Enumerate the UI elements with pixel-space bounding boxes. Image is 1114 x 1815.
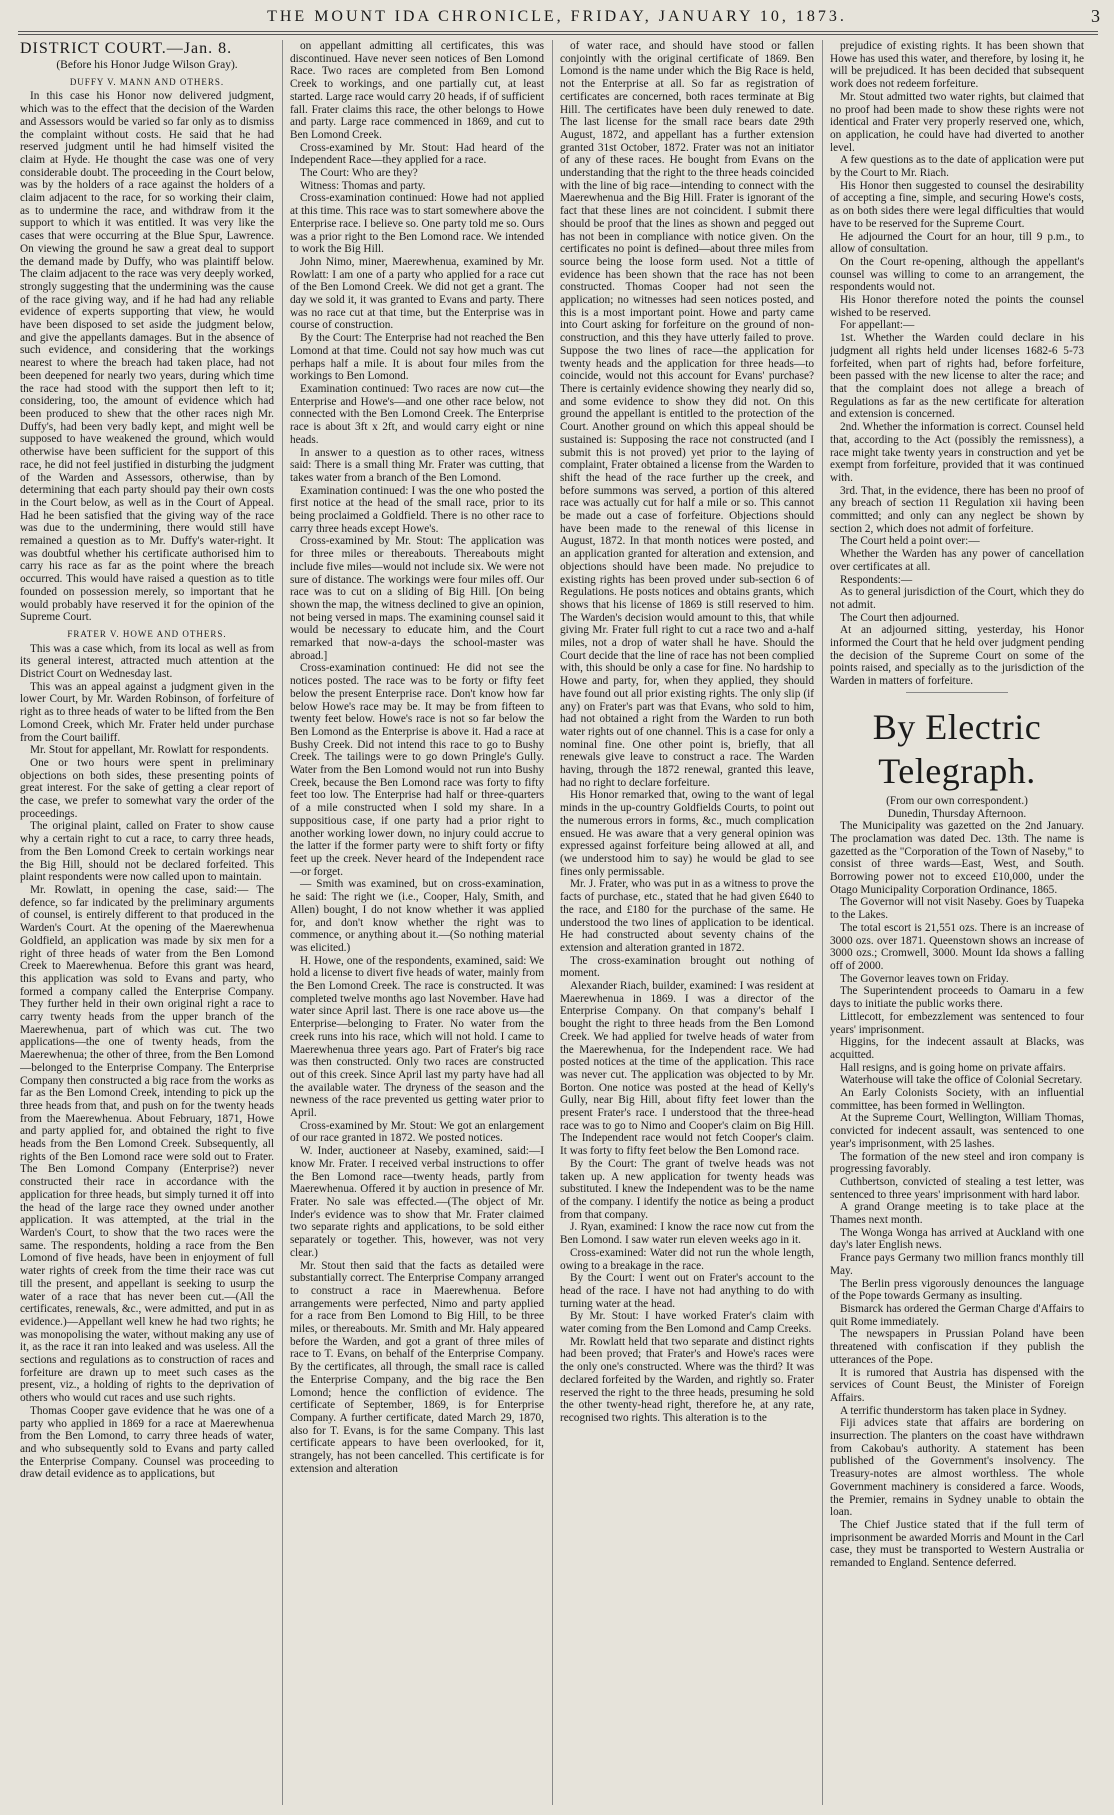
column4-body — [830, 40, 1084, 688]
paragraph: His Honor therefore noted the points the counsel wished to be reserved. — [830, 294, 1084, 319]
running-head: THE MOUNT IDA CHRONICLE, FRIDAY, JANUARY 10, 1873. — [267, 8, 847, 25]
case2-title: FRATER V. HOWE AND OTHERS. — [67, 628, 227, 639]
paragraph: An Early Colonists Society, with an influential committee, has been formed in Wellington. — [830, 1087, 1084, 1112]
paragraph: Respondents:— — [840, 573, 913, 586]
paragraph: This was a case which, from its local as well as from its general interest, attracted much attention at the District Court on Wednesday last. — [20, 642, 274, 681]
paragraph: A grand Orange meeting is to take place at the Thames next month. — [830, 1201, 1084, 1227]
paragraph: Whether the Warden has any power of cancellation over certificates at all. — [830, 548, 1084, 573]
telegraph-items — [830, 820, 1084, 1569]
column-divider — [282, 40, 283, 1805]
paragraph: Hall resigns, and is going home on private affairs. — [840, 1061, 1066, 1074]
paragraph: Mr. Stout admitted two water rights, but claimed that no proof had been made to show these rights were not identical and Frater very properly reserved one, which, on application, he could have had diverted to another level. — [830, 90, 1084, 154]
section-rule — [906, 692, 1008, 693]
paragraph: Cross-examined by Mr. Stout: Had heard of the Independent Race—they applied for a race. — [290, 141, 544, 167]
paragraph: Fiji advices state that affairs are bordering on insurrection. The planters on the coast have withdrawn from Cakobau's authority. A statement has been published of the Government's insolvency. The Treasury-notes are almost worthless. The whole Government machinery is considered a farce. Woods, the Premier, remains in Sydney unable to obtain the loan. — [830, 1417, 1084, 1519]
paragraph: A terrific thunderstorm has taken place in Sydney. — [840, 1404, 1067, 1417]
paragraph: Cross-examination continued: He did not see the notices posted. The race was to be forty or fifty feet below the present Enterprise race. Don't know how far below Howe's race may be. It may be from fifteen to twenty feet below. Howe's race is not so far below the Ben Lomond as the Enterprise is above it. Had a race at Bushy Creek. Did not intend this race to go to Bushy Creek. The tailings were to go down Pringle's Gully. Water from the Ben Lomond would not run into Bushy Creek, because the Ben Lomond race was forty to fifty feet too low. The Enterprise had half or three-quarters of a mile constructed when I sold my share. In a suppositious case, if one party had a prior right to another working lower down, no injury could accrue to the latter if the former party were to shift forty or fifty feet up the creek. Never heard of the Independent race —or forget. — [290, 662, 544, 878]
paragraph: Witness: Thomas and party. — [300, 179, 426, 192]
paragraph: prejudice of existing rights. It has been shown that Howe has used this water, and therefore, by losing it, he will be prejudiced. It has been decided that subsequent work does not redeem forfeiture. — [830, 40, 1084, 91]
paragraph: The Governor leaves town on Friday. — [840, 972, 1009, 985]
telegraph-dateline: Dunedin, Thursday Afternoon. — [887, 807, 1027, 820]
paragraph: J. Ryan, examined: I know the race now cut from the Ben Lomond. I saw water run eleven weeks ago in it. — [560, 1221, 814, 1247]
masthead-rule-lower — [18, 34, 1098, 35]
paragraph: By the Court: The grant of twelve heads was not taken up. A new application for twenty heads was substituted. I knew the Independent was to be the name of the company. I identify the notice as being a product from that company. — [560, 1157, 814, 1221]
paragraph: By the Court: The Enterprise had not reached the Ben Lomond at that time. Could not say how much was cut perhaps half a mile. It is about four miles from the workings to Ben Lomond. — [290, 332, 544, 383]
paragraph: He adjourned the Court for an hour, till 9 p.m., to allow of consultation. — [830, 230, 1084, 256]
column-4 — [830, 40, 1084, 1805]
paragraph: 1st. Whether the Warden could declare in his judgment all rights held under licenses 1682-6 5-73 forfeited, when part of rights had, before forfeiture, been passed with the new license to alter the race; and that the complaint does not allege a breach of Regulations as far as the new certificate for alteration and extension is concerned. — [830, 332, 1084, 421]
paragraph: The Court held a point over:— — [840, 535, 980, 548]
paragraph: The Superintendent proceeds to Oamaru in a few days to initiate the public works there. — [830, 985, 1084, 1011]
case2-body — [20, 643, 274, 1481]
column-divider — [822, 40, 823, 1805]
paragraph: Bismarck has ordered the German Charge d'Affairs to quit Rome immediately. — [830, 1302, 1084, 1328]
paragraph: H. Howe, one of the respondents, examined, said: We hold a license to divert five heads of water, mainly from the Ben Lomond Creek. The race is constructed. It was completed twelve months ago last November. Have had water since April last. There is one race above us—the Enterprise—belonging to Frater. No water from the creek runs into his race, which will not hold. I came to Maerewhenua three years ago. Part of Frater's big race was then constructed. Only two races are constructed out of this creek. Since April last my party have had all the available water. The dryness of the season and the newness of the race prevented us getting water prior to April. — [290, 954, 544, 1120]
column2-body — [290, 40, 544, 1475]
paragraph: W. Inder, auctioneer at Naseby, examined, said:—I know Mr. Frater. I received verbal instructions to offer the Ben Lomond race—twenty heads, partly from Maerewhenua. Offered it by auction in presence of Mr. Frater. No sale was effected.—(The object of Mr. Inder's evidence was to show that Mr. Frater claimed two separate rights and applications, to be sold either separately or together. This, however, was not very clear.) — [290, 1145, 544, 1259]
paragraph: Mr. Rowlatt held that two separate and distinct rights had been proved; that Frater's and Howe's races were the only one's constructed. Where was the third? It was declared forfeited by the Warden, and rightly so. Frater reserved the right to the three heads, presuming he sold the other twenty-head right, therefore he, at any rate, recognised two rights. This alteration is to the — [560, 1335, 814, 1424]
paragraph: Mr. Stout for appellant, Mr. Rowlatt for respondents. — [30, 744, 269, 757]
paragraph: This was an appeal against a judgment given in the lower Court, by Mr. Warden Robinson, of forfeiture of right as to three heads of water to be lifted from the Ben Lomond Creek, which Mr. Frater held under purchase from the Court bailiff. — [20, 680, 274, 744]
paragraph: — Smith was examined, but on cross-examination, he said: The right we (i.e., Cooper, Haly, Smith, and Allen) bought, I do not know whether it was applied for, and don't know whether the right was to commence, or anything about it.—(So nothing material was elicited.) — [290, 878, 544, 954]
paragraph: The Governor will not visit Naseby. Goes by Tuapeka to the Lakes. — [830, 896, 1084, 922]
paragraph: The newspapers in Prussian Poland have been threatened with confiscation if they publish the utterances of the Pope. — [830, 1328, 1084, 1366]
paragraph: The Chief Justice stated that if the full term of imprisonment be awarded Morris and Mount in the Carl case, they must be transported to Western Australia or remanded to England. Sentence deferred. — [830, 1518, 1084, 1570]
paragraph: Cross-examined: Water did not run the whole length, owing to a breakage in the race. — [560, 1246, 814, 1272]
paragraph: The original plaint, called on Frater to show cause why a certain right to cut a race, to carry three heads, from the Ben Lomond Creek to certain workings near the Big Hill, should not be declared forfeited. This plaint respondents were now called upon to maintain. — [20, 820, 274, 884]
paragraph: Alexander Riach, builder, examined: I was resident at Maerewhenua in 1869. I was a director of the Enterprise Company. On that company's behalf I bought the right to three heads from the Ben Lomond Creek. We had applied for twelve heads of water from the Maerewhenua, for the Independent race. We had posted notices at the time of the application. This race was never cut. The application was objected to by Mr. Borton. One notice was posted at the head of Kelly's Gully, near Big Hill, about fifty feet lower than the present Frater's race. I understood that the three-head race was to go to Nimo and Cooper's claim on Big Hill. The Independent race would not fetch Cooper's claim. It was forty to fifty feet below the Ben Lomond race. — [560, 980, 814, 1158]
paragraph: Examination continued: Two races are now cut—the Enterprise and Howe's—and one other race below, not connected with the Ben Lomond Creek. The Enterprise race is about 3ft x 2ft, and would carry eight or nine heads. — [290, 382, 544, 446]
paragraph: Mr. J. Frater, who was put in as a witness to prove the facts of purchase, etc., stated that he had given £640 to the race, and £180 for the purchase of the same. He understood the two lines of application to be identical. He had constructed about seventy chains of the extension and alteration granted in 1872. — [560, 878, 814, 954]
telegraph-heading: By Electric Telegraph. — [872, 706, 1042, 791]
paragraph: The Court then adjourned. — [840, 611, 960, 624]
paragraph: For appellant:— — [840, 319, 915, 332]
paragraph: In answer to a question as to other races, witness said: There is a small thing Mr. Frater was cutting, that takes water from a branch of the Ben Lomond. — [290, 446, 544, 484]
paragraph: Examination continued: I was the one who posted the first notice at the head of the small race, prior to its being proclaimed a Goldfield. There is no other race to carry three heads except Howe's. — [290, 484, 544, 535]
paragraph: The Berlin press vigorously denounces the language of the Pope towards Germany as insulting. — [830, 1277, 1084, 1303]
paragraph: Cross-examined by Mr. Stout: We got an enlargement of our race granted in 1872. We posted notices. — [290, 1119, 544, 1145]
paragraph: By the Court: I went out on Frater's account to the head of the race. I have not had anything to do with turning water at the head. — [560, 1272, 814, 1310]
masthead — [0, 6, 1114, 30]
paragraph: In this case his Honor now delivered judgment, which was to the effect that the decision of the Warden and Assessors would be varied so far only as to dismiss the complaint without costs. He said that he had reserved judgment until he had himself visited the claim at Hyde. He thought the case was one of very considerable doubt. The proceeding in the Court below, was by the holders of a race against the holders of a claim adjacent to the race, for so working their claim, as to undermine the race, and withdraw from it the support to which it was entitled. It was very like the cases that were occurring at the Blue Spur, Lawrence. On viewing the ground he saw a great deal to support the demand made by Duffy, who was plaintiff below. The claim adjacent to the race was very deeply worked, strongly suggesting that the undermining was the cause of the race giving way, and if he had had any reliable evidence of experts supporting that view, he would have been disposed to set aside the judgment below, and give the appellants damages. But in the absence of such evidence, and considering that the workings nearest to where the breach had taken place, had not been deepened for nearly two years, during which time the race had stood with the support then left to it; considering, too, the amount of evidence which had been produced to shew that the other races nigh Mr. Duffy's, had been very badly kept, and might well be supposed to have weakened the ground, which would otherwise have been sufficient for the support of this race, he did not feel justified in disturbing the judgment of the Warden and Assessors, otherwise, than by determining that each party should pay their own costs in the Court below, as well as in the Court of Appeal. Had he been satisfied that the giving way of the race was due to the undermining, there would still have remained a question as to Mr. Duffy's water-right. It was doubtful whether his certificate authorised him to carry his race as far as the point where the breach occurred. This would have raised a question as to title founded on possession merely, so important that he would probably have reserved it for the opinion of the Supreme Court. — [20, 90, 274, 624]
case1-body — [20, 90, 274, 624]
paragraph: Thomas Cooper gave evidence that he was one of a party who applied in 1869 for a race at Maerewhenua from the Ben Lomond, to carry three heads of water, and who subsequently sold to Evans and party called the Enterprise Company. Counsel was proceeding to draw detail evidence as to applications, but — [20, 1404, 274, 1481]
paragraph: France pays Germany two million francs monthly till May. — [830, 1252, 1084, 1277]
case1-title: DUFFY V. MANN AND OTHERS. — [69, 76, 225, 87]
paragraph: 2nd. Whether the information is correct. Counsel held that, according to the Act (possibly the remissness), a race might take twenty years in construction and yet be exempt from forfeiture, provided that it was continued with. — [830, 421, 1084, 484]
column-divider — [552, 40, 553, 1805]
court-heading: DISTRICT COURT.—Jan. 8. — [20, 40, 233, 57]
paragraph: At the Supreme Court, Wellington, William Thomas, convicted for indecent assault, was sentenced to one year's imprisonment, with 25 lashes. — [830, 1112, 1084, 1150]
column-2 — [290, 40, 544, 1805]
paragraph: The formation of the new steel and iron company is progressing favorably. — [830, 1150, 1084, 1176]
paragraph: Higgins, for the indecent assault at Blacks, was acquitted. — [830, 1036, 1084, 1061]
paragraph: By Mr. Stout: I have worked Frater's claim with water coming from the Ben Lomond and Camp Creeks. — [560, 1310, 814, 1336]
paragraph: The total escort is 21,551 ozs. There is an increase of 3000 ozs. over 1871. Queenstown shows an increase of 3000 ozs.; Cromwell, 3000. Mount Ida shows a falling off of 2000. — [830, 921, 1084, 972]
paragraph: The Municipality was gazetted on the 2nd January. The proclamation was dated Dec. 13th. The name is gazetted as the "Corporation of the Town of Naseby," to consist of three wards—East, West, and South. Borrowing power not to exceed £10,000, under the Otago Municipality Corporation Ordinance, 1865. — [830, 820, 1084, 896]
paragraph: Cuthbertson, convicted of stealing a test letter, was sentenced to three years' imprisonment with hard labor. — [830, 1175, 1084, 1201]
paragraph: The Court: Who are they? — [300, 167, 418, 180]
paragraph: At an adjourned sitting, yesterday, his Honor informed the Court that he held over judgment pending the decision of the Supreme Court on some of the points raised, and specially as to the jurisdiction of the Warden in matters of forfeiture. — [830, 624, 1084, 688]
paragraph: John Nimo, miner, Maerewhenua, examined by Mr. Rowlatt: I am one of a party who applied for a race cut of the Ben Lomond Creek. We did not get a grant. The day we sold it, it was granted to Evans and party. There was no race cut at that time, but the Enterprise was in course of construction. — [290, 255, 544, 332]
paragraph: of water race, and should have stood or fallen conjointly with the original certificate of 1869. Ben Lomond is the name under which the Big Race is held, not the Enterprise at all. So far as registration of certificates are concerned, both races terminate at Big Hill. The certificates have been duly renewed to date. The last license for the small race bears date 29th August, 1872, and appellant has a further extension granted 31st October, 1872. Frater was not an initiator of any of these races. He bought from Evans on the understanding that the right to the three heads coincided with the line of big race—intending to connect with the Maerewhenua and the Big Hill. Frater is ignorant of the fact that these lines are not coincident. I submit there should be proof that the lines as shown and pegged out has not been in compliance with notice given. On the certificates no point is defined—about three miles from source being the loose form used. Not a tittle of evidence has been shown that the race has not been constructed. Thomas Cooper had not seen the application; no witnesses had seen notices posted, and this is a most important point. Howe and party came into Court asking for forfeiture on the ground of non-construction, and this they have utterly failed to prove. Suppose the two lines of race—the application for twenty heads and the application for three heads—to coincide, would not this account for Evans' purchase? There is certainly evidence showing they nearly did so, and some evidence to show they did not. On this ground the appellant is entitled to the protection of the Court. Another ground on which this appeal should be sustained is: Supposing the race not constructed (and I submit this is not proved) yet prior to the laying of complaint, Frater obtained a license from the Warden to shift the head of the race further up the creek, and before summons was served, a portion of this altered race was actually cut for half a mile or so. This cannot be made out a case of forfeiture. Objections should have been made to the renewal of this license in August, 1872. In that month notices were posted, and an application granted for alteration and extension, and objections should have been made. No prejudice to existing rights has been proved under sub-section 6 of Regulations. He posts notices and obtains grants, which shows that his license of 1869 is still reserved to him. The Warden's decision would amount to this, that while giving Mr. Frater full right to cut a race two and a-half miles, not a drop of water shall he have. Should the Court decide that the line of race has not been complied with, this should be only a case for fine. No hardship to Howe and party, for, when they applied, they should have found out all prior existing rights. The only slip (if any) on Frater's part was that Evans, who sold to him, had not obtained a right from the Warden to run both water rights out of one channel. This is a case for only a nominal fine. One other point is, briefly, that all renewals give leave to construct a race. The Warden having, through the 1872 renewal, granted this leave, had no right to declare forfeiture. — [560, 40, 814, 789]
paragraph: Cross-examined by Mr. Stout: The application was for three miles or thereabouts. Thereabouts might include five miles—would not include six. We were not sure of distance. The workings were four miles off. Our race was to cut on a sliding of Big Hill. [On being shown the map, the witness declined to give an opinion, not being versed in maps. The examining counsel said it would be necessary to educate him, and the Court remarked that now-a-days the school-master was abroad.] — [290, 535, 544, 662]
masthead-rule — [18, 31, 1098, 32]
paragraph: His Honor remarked that, owing to the want of legal minds in the up-country Goldfields Courts, to point out the numerous errors in forms, &c., much complication ensued. He was aware that a very general opinion was expressed against forfeiture being allowed at all, and (we understood him to say) he would be glad to see fines only permissable. — [560, 789, 814, 878]
paragraph: Mr. Stout then said that the facts as detailed were substantially correct. The Enterprise Company arranged to construct a race in Maerewhenua. Before arrangements were perfected, Nimo and party applied for a race from Ben Lomond to Big Hill, to be three miles, or thereabouts. Mr. Smith and Mr. Haly appeared before the Warden, and got a grant of three miles of race to T. Evans, on behalf of the Enterprise Company. By the certificates, all through, the small race is called the Enterprise Company, and the big race the Ben Lomond; hence the confliction of evidence. The certificate of September, 1869, is for Enterprise Company. A further certificate, dated March 29, 1870, also for T. Evans, is for the same Company. This last certificate appears to have been overlooked, for it, strangely, has not been cancelled. This certificate is for extension and alteration — [290, 1259, 544, 1475]
paragraph: 3rd. That, in the evidence, there has been no proof of any breach of section 11 Regulation xii having been committed; and only can any neglect be shown by section 2, which does not admit of forfeiture. — [830, 484, 1084, 535]
paragraph: Littlecott, for embezzlement was sentenced to four years' imprisonment. — [830, 1010, 1084, 1036]
paragraph: As to general jurisdiction of the Court, which they do not admit. — [830, 586, 1084, 611]
court-subheading: (Before his Honor Judge Wilson Gray). — [56, 59, 238, 71]
paragraph: It is rumored that Austria has dispensed with the services of Count Beust, the Minister of Foreign Affairs. — [830, 1366, 1084, 1404]
paragraph: His Honor then suggested to counsel the desirability of accepting a fine, simple, and securing Howe's costs, as on both sides there were legal difficulties that would have to be reserved for the Supreme Court. — [830, 179, 1084, 230]
column-1 — [20, 40, 274, 1805]
page-number: 3 — [1091, 6, 1100, 26]
paragraph: on appellant admitting all certificates, this was discontinued. Have never seen notices of Ben Lomond Race. Two races are completed from Ben Lomond Creek to workings, and one partially cut, at least started. Large race would carry 20 heads, if of sufficient fall. Frater claims this race, the other belongs to Howe and party. Large race commenced in 1869, and cut to Ben Lomond Creek. — [290, 40, 544, 141]
paragraph: Waterhouse will take the office of Colonial Secretary. — [840, 1074, 1083, 1087]
column-3 — [560, 40, 814, 1805]
paragraph: The cross-examination brought out nothing of moment. — [560, 954, 814, 980]
paragraph: Cross-examination continued: Howe had not applied at this time. This race was to start somewhere above the Enterprise race. I believe so. One party told me so. Ours was a prior right to the Ben Lomond race. We intended to work the Big Hill. — [290, 192, 544, 256]
paragraph: A few questions as to the date of application were put by the Court to Mr. Riach. — [830, 154, 1084, 180]
paragraph: Mr. Rowlatt, in opening the case, said:— The defence, so far indicated by the preliminary arguments of counsel, is entirely different to that produced in the Warden's Court. At the opening of the Maerewhenua Goldfield, an application was made by six men for a right of three heads of water from the Ben Lomond Creek to Maerewhenua. Before this grant was heard, this application was sold to Evans and party, who formed a company called the Enterprise Company. They further held in their own original right a race to carry twenty heads from the upper branch of the Maerewhenua, part of which was cut. The two applications—the one of twenty heads, from the Maerewhenua; the other of three, from the Ben Lomond—belonged to the Enterprise Company. The Enterprise Company then constructed a big race from the works as far as the Ben Lomond Creek, intending to pick up the three heads from that, and push on for the twenty heads from the Maerewhenua. About February, 1871, Howe and party applied for, and obtained the right to five heads from the Ben Lomond Creek. Subsequently, all rights of the Ben Lomond race were sold out to Frater. The Ben Lomond Company (Enterprise?) never constructed their race in accordance with the application for three heads, but simply turned it off into the head of the large race they owned under another application. It was attempted, at the trial in the Warden's Court, to show that the two races were the same. The respondents, holding a race from the Ben Lomond of five heads, have been in enjoyment of full water rights of creek from the time their race was cut till the present, and appellant is seeking to usurp the water of a race that has never been cut.—(All the certificates, renewals, &c., were admitted, and put in as evidence.)—Appellant well knew he had two rights; he was monopolising the water, without making any use of it, as the race it ran into leaked and was useless. All the sections and regulations as to construction of races and forfeiture are drawn up to meet such cases as the present, viz., a holding of rights to the deprivation of others who would cut races and use such rights. — [20, 884, 274, 1405]
columns — [20, 40, 1098, 1805]
telegraph-source: (From our own correspondent.) — [886, 794, 1028, 807]
paragraph: On the Court re-opening, although the appellant's counsel was willing to come to an arrangement, the respondents would not. — [830, 255, 1084, 294]
paragraph: One or two hours were spent in preliminary objections on both sides, these presenting points of great interest. For the sake of getting a clear report of the case, we prefer to somewhat vary the order of the proceedings. — [20, 756, 274, 820]
paragraph: The Wonga Wonga has arrived at Auckland with one day's later English news. — [830, 1226, 1084, 1252]
column3-body — [560, 40, 814, 1425]
